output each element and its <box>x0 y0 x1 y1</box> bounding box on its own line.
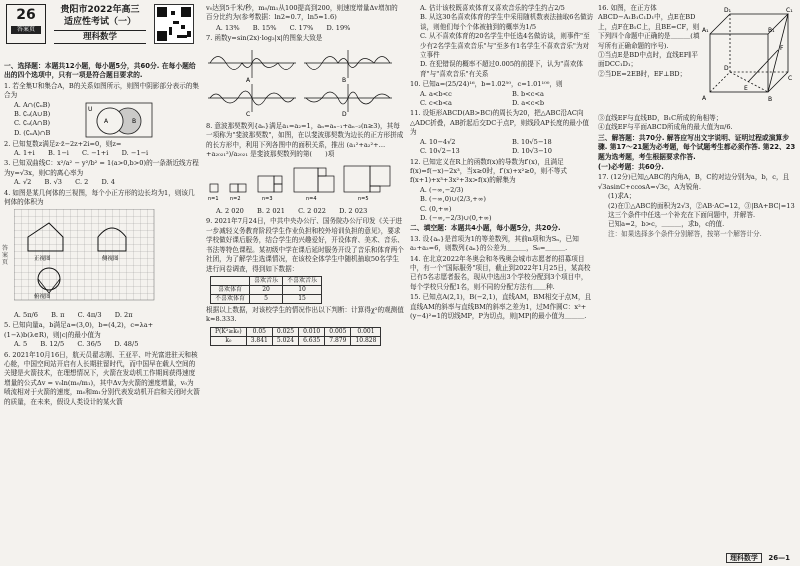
page-footer: 理科数学 26—1 <box>726 553 790 563</box>
view-label-top: 俯视图 <box>34 294 51 301</box>
cube-label-e: E <box>744 85 748 92</box>
question-12: 12. 已知定义在R上的函数f(x)的导数为f′(x)，且满足f(x)=f(−x)−2x³，当x≥0时，f′(x)+x²≥0，则不等式f(x+1)+x³+3x²+3x>f(x)的解集为 A. (−∞,−2/3) B. (−∞,0)∪(2/3,+∞) C. (0,+∞) D. (−∞,−2/3)∪(0,+∞) <box>410 157 567 222</box>
section-solve-heading: 三、解答题：共70分. 解答应写出文字说明、证明过程或演算步骤. 第17～21题为必考题，每个试题考生都必须作答. 第22、23题为选考题，考生根据要求作答. <box>598 133 796 161</box>
question-11: 11. 设矩形ABCD(AB>BC)的周长为20，把△ABC沿AC向△ADC折叠，AB折起后交DC于点P，则线段AP长度的最小值为 A. 10−4√2 B. 10√5−18 C. 10√2−13 D. 10√3−10 <box>410 109 590 156</box>
survey-table: 喜欢音乐 不喜欢音乐 喜欢体育 20 10 不喜欢体育 5 15 <box>210 276 322 304</box>
question-5: 5. 已知向量a，b满足a=(3,0)，b=(4,2)，c=λa+(1−λ)b(λ∈R)，则|c|的最小值为 A. 5 B. 12/5 C. 36/5 D. 48/5 <box>4 321 154 349</box>
cube-label-b: B <box>768 96 773 103</box>
column-1 <box>4 4 200 560</box>
table-row: 不喜欢体育 5 15 <box>211 294 322 303</box>
venn-label-u: U <box>88 105 93 113</box>
venn-label-a: A <box>104 117 109 125</box>
cube-label-c1: C₁ <box>786 7 793 14</box>
question-13: 13. 设{aₙ}是首项为1的等差数列，其前n项和为Sₙ，已知a₂+a₃=6，则数列{aₙ}的公差为＿＿＿，S₆=＿＿＿. <box>410 234 579 253</box>
question-2: 2. 已知复数z满足z·z̄−2z+2i=0，则z= A. 1+i B. 1−i C. −1+i D. −1−i <box>4 139 149 158</box>
cube-label-a: A <box>702 95 707 102</box>
fig-label-n1: n=1 <box>208 195 219 202</box>
fig-label-n4: n=4 <box>306 195 317 202</box>
question-14: 14. 在北京2022年冬奥会和冬残奥会城市志愿者的招募项目中，有一个"国际服务"项目，截止到2022年1月25日，某高校已有5名志愿者报名，现从中选出3个学校分配到3个项目中，每个学校只分配1名，则不同的分配方法有＿＿种. <box>410 254 591 291</box>
view-label-front: 正视图 <box>34 256 51 263</box>
column-3 <box>410 4 594 560</box>
fig-label-n5: n=5 <box>358 195 369 202</box>
section-fill-heading: 二、填空题：本题共4小题，每小题5分，共20分. <box>410 224 561 233</box>
question-3: 3. 已知双曲线C：x²/a² − y²/b² = 1(a>0,b>0)的一条渐近线方程为y=√3x，则C的离心率为 A. √2 B. √3 C. 2 D. 4 <box>4 159 199 187</box>
graph-label-c: C <box>246 110 251 116</box>
fibonacci-rectangles <box>206 162 396 202</box>
table-row: 喜欢体育 20 10 <box>211 285 322 294</box>
chi-square-table: P(K²≥k₀) 0.05 0.025 0.010 0.005 0.001 k₀ 3.841 5.024 6.635 7.879 10.828 <box>210 327 381 346</box>
question-9: 9. 2021年7月24日，中共中央办公厅、国务院办公厅印发《关于进一步减轻义务教育阶段学生作业负担和校外培训负担的意见》，要求学校做好课后服务，结合学生的兴趣爱好，开设体育、美术、音乐、书法等特色课程。某初级中学在课后延时服务开设了音乐和体育两个社团，为了解学生选课情况，在该校全体学生中随机抽取50名学生进行问卷调查，得到如下数据： 喜欢音乐 不喜欢音乐 喜欢体育 20 10 不喜欢体育 5 15 根据以上数据，对该校学生的情况作出以下判断：计算得χ²的观测值k≈8.333. P(K²≥k₀) 0.05 0.025 0.010 0.005 0.001 k₀ 3.841 5.024 6.635 7.879 10.828 <box>206 217 404 344</box>
cube-label-b1: B₁ <box>768 27 775 34</box>
question-9-options: A. 估计该校既喜欢体育又喜欢音乐的学生约占2/5 B. 从这30名喜欢体育的学生中采用随机数表法抽取6名做访谈，则他们每个个体被抽到的概率为1/5 C. 从不喜欢体育的20名学生中任选4名做访谈，则事件"至少有2名学生喜欢音乐"与"至多有1名学生不喜欢音乐"为对立事件 D. 在犯错误的概率不超过0.005的前提下，认为"喜欢体育"与"喜欢音乐"有关系 <box>420 4 594 78</box>
venn-diagram <box>84 101 154 139</box>
table-row: k₀ 3.841 5.024 6.635 7.879 10.828 <box>211 336 381 345</box>
question-4: 4. 如图是某几何体的三视图，每个小正方形的边长均为1，则该几何体的体积为 正视图 侧视图 俯视图 A. 5π/6 B. π C. 4π/3 D. 2π <box>4 188 195 319</box>
fig-label-n2: n=2 <box>230 195 241 202</box>
question-7: 7. 函数y=sin(2x)·log₂|x|的图象大致是 A B C D <box>206 34 404 121</box>
question-6: 6. 2021年10月16日，航天员翟志刚、王亚平、叶光富进驻天和核心舱，中国空间站开启有人长期驻留时代，而中国早在载人空间的关键是火箭技术，在理想情况下，火箭在发动机工作期间获得速度增量的公式Δv = v₀ln(m₀/m₁)，其中Δv为火箭的速度增量，v₀为喷流相对于火箭的速度，m₀和m₁分别代表发动机开启和关闭时火箭的质量，在未来，假设人类设计的某火箭 <box>4 350 200 406</box>
graph-label-d: D <box>342 110 347 116</box>
question-1: 1. 若全集U和集合A，B的关系如图所示，则图中阴影部分表示的集合为 A. A∩(∁ᵤB) B. ∁ᵤ(A∪B) C. ∁ᵤ(A∩B) D. (∁ᵤA)∩B U A B <box>4 81 199 137</box>
question-17: 17. (12分)已知△ABC的内角A，B，C的对边分别为a，b，c，且√3asinC+ccosA=√3c，A为锐角. (1)求A； (2)在①△ABC的面积为2√3，②AB·AC=12，③|BA+BC|=13这三个条件中任选一个补充在下面问题中，并解答. 已知a=2，b>c，＿＿＿，求b，c的值. 注：如果选择多个条件分别解答，按第一个解答计分. <box>598 173 795 238</box>
graph-label-b: B <box>342 76 347 84</box>
question-10: 10. 已知a=(25/24)¹⁶，b=1.02⁵⁰，c=1.01¹⁰⁰，则 A. a<b<c B. b<c<a C. c<b<a D. a<c<b <box>410 80 563 108</box>
page-badge: 26 答案页 <box>6 4 46 44</box>
cube-label-c: C <box>788 75 793 82</box>
fig-label-n3: n=3 <box>262 195 273 202</box>
view-label-side: 侧视图 <box>102 256 119 263</box>
cube-label-a1: A₁ <box>702 27 709 34</box>
column-2: v₀达到5千米/秒，m₀/m₁从100提高到200，则速度增量Δv增加的百分比约为(参考数据：ln2≈0.7，ln5≈1.6) A. 13% B. 15% C. 17% D. 19% 7. 函数y=sin(2x)·log₂|x|的图象大致是 A B C D 8. 意波那契数列{aₙ}满足a₁=a₂=1，aₙ=aₙ₋₁+aₙ₋₂(n≥3)，其每一项称为"斐波那契数"，如图，在以斐波那契数为边长的正方形拼成的长方形中，利用下列各图中的面积关系，推出 (a₁²+a₂²+…+a₂₀₂₁²)/a₂₀₂₁ 是斐波那契数列的第( )项 n=1 n=2 n=3 n=4 n=5 A. 2 020 B. 2 021 C. 2 022 D. 2 023 9. 2021年7月24日，中共中央办公厅、国务院办公厅印发《关于进一步减轻义务教育阶段学生作业负担和校外培训负担的意见》，要求学校做好课后服务，结合学生的兴趣爱好，开设体育、美术、音乐、书法等特色课程。某初级中学在课后延时服务开设了音乐和体育两个社团，为了解学生选课情况，在该校全体学生中随机抽取50名学生进行问卷调查，得到如下数据： 喜欢音乐 不喜欢音乐 喜欢体育 20 10 不喜欢体育 5 15 根据以上数据，对该校学生的情况作出以下判断：计算得χ²的观测值k≈8.333. P(K²≥k₀) 0.05 0.025 0.010 0.005 0.001 k₀ 3.841 5.024 6.635 7.879 10.828 <box>206 4 404 344</box>
column-4: 16. 如图，在正方体ABCD−A₁B₁C₁D₁中，点E在BD上，点F在B₁C上，且BE=CF，则下列四个命题中正确的是＿＿＿(填写所有正确命题的序号). ①当点E是BD中点时，直线EF∥平面DCC₁D₁； ②当DE=2EB时，EF⊥BD； D₁ C₁ A₁ B₁ D C A B E F ③直线EF与直线BD，B₁C所成的角相等； ④直线EF与平面ABCD所成角的最大值为π/6. 三、解答题：共70分. 解答应写出文字说明、证明过程或演算步骤. 第17～21题为必考题，每个试题考生都必须作答. 第22、23题为选考题，考生根据要求作答. (一)必考题：共60分. 17. (12分)已知△ABC的内角A，B，C的对边分别为a，b，c，且√3asinC+ccosA=√3c，A为锐角. (1)求A； (2)在①△ABC的面积为2√3，②AB·AC=12，③|BA+BC|=13这三个条件中任选一个补充在下面问题中，并解答. 已知a=2，b>c，＿＿＿，求b，c的值. 注：如果选择多个条件分别解答，按第一个解答计分. <box>598 4 796 238</box>
question-16: 16. 如图，在正方体ABCD−A₁B₁C₁D₁中，点E在BD上，点F在B₁C上，且BE=CF，则下列四个命题中正确的是＿＿＿(填写所有正确命题的序号). ①当点E是BD中点时，直线EF∥平面DCC₁D₁； ②当DE=2EB时，EF⊥BD； D₁ C₁ A₁ B₁ D C A B E F ③直线EF与直线BD，B₁C所成的角相等； ④直线EF与平面ABCD所成角的最大值为π/6. <box>598 4 793 132</box>
qr-code-icon <box>154 4 194 44</box>
three-view-grid <box>14 209 164 305</box>
question-8: 8. 意波那契数列{aₙ}满足a₁=a₂=1，aₙ=aₙ₋₁+aₙ₋₂(n≥3)，其每一项称为"斐波那契数"，如图，在以斐波那契数为边长的正方形拼成的长方形中，利用下列各图中的面积关系，推出 (a₁²+a₂²+…+a₂₀₂₁²)/a₂₀₂₁ 是斐波那契数列的第( )项 n=1 n=2 n=3 n=4 n=5 A. 2 020 B. 2 021 C. 2 022 D. 2 023 <box>206 122 404 216</box>
cube-label-d1: D₁ <box>724 7 732 14</box>
side-tab: 答案页 <box>1 245 8 266</box>
cube-label-d: D <box>724 65 729 72</box>
question-15: 15. 已知点A(2,1)，B(−2,1)，直线AM，BM相交于点M，且直线AM的斜率与直线BM的斜率之差为1，过M作圆C：x²+(y−4)²=1的切线MP，P为切点，则|MP|的最小值为＿＿＿. <box>410 293 592 320</box>
cube-label-f: F <box>780 45 784 52</box>
cube-diagram <box>702 4 794 114</box>
function-graph-options <box>206 46 396 116</box>
graph-label-a: A <box>246 76 251 84</box>
exam-title: 贵阳市2022年高三 适应性考试（一） 理科数学 <box>54 4 146 44</box>
venn-label-b: B <box>132 117 137 125</box>
section-choice-heading: 一、选择题：本题共12小题，每小题5分，共60分. 在每小题给出的四个选项中，只有一项是符合题目要求的. <box>4 62 196 80</box>
